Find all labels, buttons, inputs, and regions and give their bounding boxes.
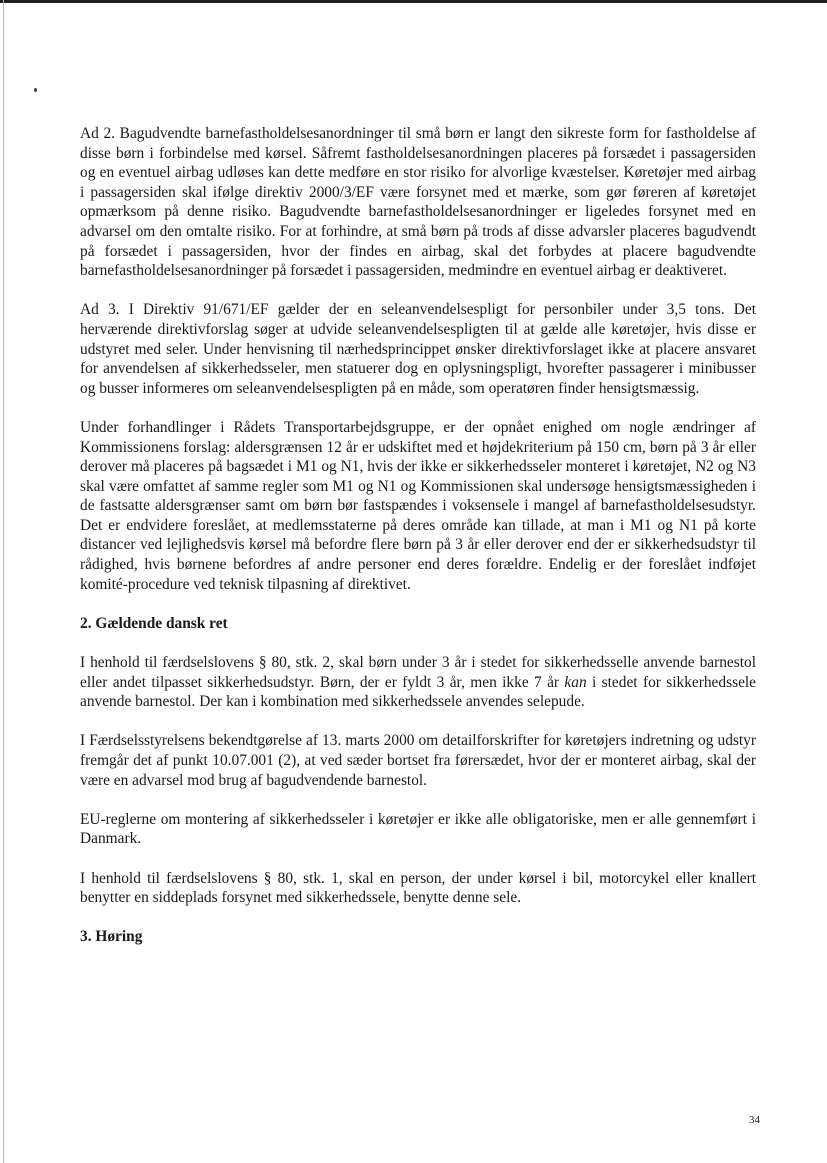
paragraph-seatbelt-obligation: I henhold til færdselslovens § 80, stk. 1, skal en person, der under kørsel i bil, motorcykel eller knallert benytter en siddeplads forsynet med sikkerhedssele, benytte denne sele. [80,869,756,907]
paragraph-text-end: i stedet for sikkerhedssele anvende barnestol. Der kan i kombination med sikkerhedssele anvendes selepude. [80,673,757,711]
paragraph-ad-3: Ad 3. I Direktiv 91/671/EF gælder der en seleanvendelsespligt for personbiler under 3,5 tons. Det herværende direktivforslag søger at udvide seleanvendelsespligten til at gælde alle køretøjer, hvis disse er udstyret med seler. Under henvisning til nærhedsprincippet ønsker direktivforslaget ikke at placere ansvaret for anvendelsen af sikkerhedsseler, men statuerer dog en oplysningspligt, hvorefter passagerer i minibusser og busser informeres om seleanvendelsespligten på en måde, som operatøren finder hensigtsmæssig. [80,301,756,397]
page-number: 34 [749,1114,760,1126]
document-body [80,124,756,967]
scan-left-edge [3,0,4,1163]
section-heading-current-danish-law: 2. Gældende dansk ret [80,614,228,632]
paragraph-negotiations: Under forhandlinger i Rådets Transportarbejdsgruppe, er der opnået enighed om nogle ændringer af Kommissionens forslag: aldersgrænsen 12 år er udskiftet med et højdekriterium på 150 cm, børn på 3 år eller derover må placeres på bagsædet i M1 og N1, hvis der ikke er sikkerhedsseler monteret i køretøjet, N2 og N3 skal være omfattet af samme regler som M1 og N1 og Kommissionen skal undersøge hensigtsmæssigheden i de fastsatte aldersgrænser samt om børn bør fastspændes i voksensele i mangel af barnefastholdelsesudstyr. Det er endvidere foreslået, at medlemsstaterne på deres område kan tillade, at man i M1 og N1 på korte distancer ved lejlighedsvis kørsel må befordre flere børn på 3 år eller derover end der er sikkerhedsudstyr til rådighed, hvis børnene befordres af andre personer end deres forældre. Endelig er der foreslået indføjet komité-procedure ved teknisk tilpasning af direktivet. [80,418,756,593]
paragraph-eu-rules: EU-reglerne om montering af sikkerhedsseler i køretøjer er ikke alle obligatoriske, men er alle gennemført i Danmark. [80,810,756,848]
paragraph-traffic-law-child-seats [80,653,756,712]
paragraph-text-start: I henhold til færdselslovens § 80, stk. 2, skal børn under 3 år i stedet for sikkerhedsselle anvende barnestol eller andet tilpasset sikkerhedsudstyr. Børn, der er fyldt 3 år, men ikke 7 år [80,654,756,691]
scan-top-edge [0,0,827,3]
paragraph-ad-2: Ad 2. Bagudvendte barnefastholdelsesanordninger til små børn er langt den sikreste form for fastholdelse af disse børn i forbindelse med kørsel. Såfremt fastholdelsesanordningen placeres på forsædet i passagersiden og en eventuel airbag udløses kan dette medføre en stor risiko for alvorlige kvæstelser. Køretøjer med airbag i passagersiden skal ifølge direktiv 2000/3/EF være forsynet med et mærke, som gør føreren af køretøjet opmærksom på denne risiko. Bagudvendte barnefastholdelsesanordninger er ligeledes forsynet med en advarsel om den omtalte risiko. For at forhindre, at små børn på trods af disse advarsler placeres bagudvendt på forsædet i passagersiden, hvor der findes en airbag, skal det forbydes at placere bagudvendte barnefastholdelsesanordninger på forsædet i passagersiden, medmindre en eventuel airbag er deaktiveret. [80,125,756,280]
section-heading-consultation: 3. Høring [80,928,143,946]
paragraph-executive-order: I Færdselsstyrelsens bekendtgørelse af 13. marts 2000 om detailforskrifter for køretøjers indretning og udstyr fremgår det af punkt 10.07.001 (2), at ved sæder bortset fra førersædet, hvor der er monteret airbag, skal der være en advarsel mod brug af bagudvendende barnestol. [80,732,756,789]
scan-speck [34,88,37,92]
emphasis-kan: kan [564,673,587,691]
